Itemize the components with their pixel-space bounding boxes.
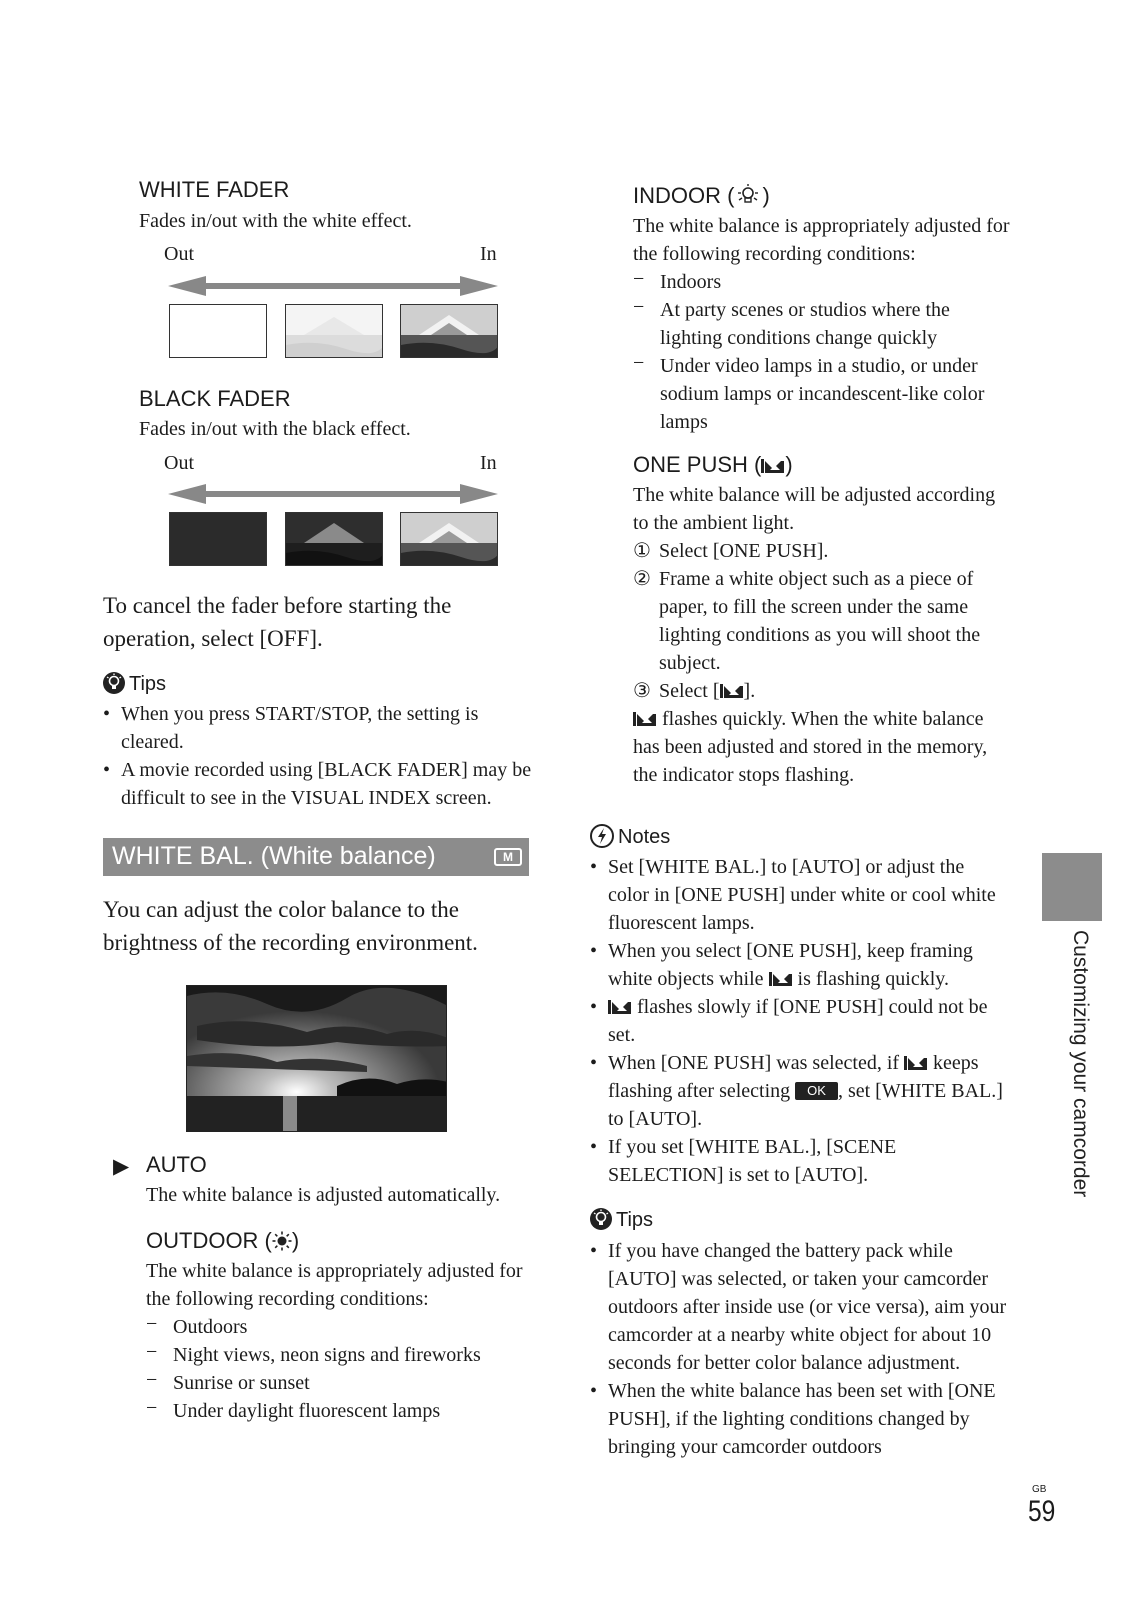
notes-heading bbox=[590, 824, 670, 849]
white-fader-frame-3 bbox=[400, 304, 498, 358]
list-item: − Sunrise or sunset bbox=[146, 1369, 526, 1397]
white-bal-section-bar bbox=[103, 838, 529, 876]
outdoor-title bbox=[146, 1228, 299, 1254]
outdoor-desc: The white balance is appropriately adjusted for the following recording conditions: bbox=[146, 1260, 523, 1310]
one-push-desc: The white balance will be adjusted according to the ambient light. bbox=[633, 484, 996, 534]
black-fader-out-label: Out bbox=[164, 452, 194, 474]
section-bar-title: WHITE BAL. (White balance) bbox=[112, 842, 436, 870]
white-fader-desc: Fades in/out with the white effect. bbox=[139, 210, 412, 232]
step-2-text: Frame a white object such as a piece of paper, to fill the screen under the same lighting conditions as you will shoot the subject. bbox=[659, 568, 981, 674]
right-tips-list bbox=[590, 1237, 1010, 1461]
one-push-wb-icon bbox=[720, 684, 744, 698]
indoor-title-prefix: INDOOR ( bbox=[633, 183, 735, 208]
list-item bbox=[590, 937, 1005, 993]
one-push-title bbox=[633, 452, 793, 478]
list-item: − Under daylight fluorescent lamps bbox=[146, 1397, 526, 1425]
black-fader-arrow bbox=[168, 484, 498, 504]
white-fader-out-label: Out bbox=[164, 243, 194, 265]
ok-button-icon: OK bbox=[795, 1082, 838, 1100]
white-fader-frame-2 bbox=[285, 304, 383, 358]
indoor-conditions-list bbox=[633, 268, 1013, 436]
left-tips-label: Tips bbox=[129, 673, 167, 695]
list-item: − Outdoors bbox=[146, 1313, 526, 1341]
white-fader-title: WHITE FADER bbox=[139, 177, 290, 202]
page-number: 59 bbox=[1028, 1495, 1056, 1528]
outdoor-title-suffix: ) bbox=[291, 1228, 300, 1253]
list-item: • When the white balance has been set with [ONE PUSH], if the lighting conditions changed by bringing your camcorder outdoors bbox=[590, 1377, 1010, 1461]
list-item: • A movie recorded using [BLACK FADER] may be difficult to see in the VISUAL INDEX screen. bbox=[103, 756, 538, 812]
right-tips-label: Tips bbox=[616, 1209, 654, 1231]
sunset-photo bbox=[186, 985, 447, 1132]
list-item bbox=[590, 1049, 1005, 1133]
list-item: • When you press START/STOP, the setting is cleared. bbox=[103, 700, 538, 756]
black-fader-title: BLACK FADER bbox=[139, 386, 291, 411]
one-push-after-text: flashes quickly. When the white balance has been adjusted and stored in the memory, the indicator stops flashing. bbox=[633, 708, 988, 786]
one-push-wb-icon bbox=[769, 972, 793, 986]
tips-icon bbox=[103, 672, 125, 694]
outdoor-conditions-list bbox=[146, 1313, 526, 1425]
side-tab-label: Customizing your camcorder bbox=[1069, 930, 1092, 1198]
one-push-wb-icon bbox=[761, 459, 785, 473]
one-push-wb-icon bbox=[904, 1056, 928, 1070]
step-3-suffix: ]. bbox=[743, 680, 756, 702]
indoor-title-suffix: ) bbox=[762, 183, 770, 208]
step-3-prefix: Select [ bbox=[659, 680, 720, 702]
one-push-step-1 bbox=[633, 537, 1013, 565]
list-item: − Under video lamps in a studio, or under sodium lamps or incandescent-like color lamps bbox=[633, 352, 1013, 436]
notes-icon bbox=[590, 824, 614, 848]
left-tips-heading bbox=[103, 672, 166, 696]
list-item: − Indoors bbox=[633, 268, 1013, 296]
list-item: • Set [WHITE BAL.] to [AUTO] or adjust the color in [ONE PUSH] under white or cool white fluorescent lamps. bbox=[590, 853, 1005, 937]
black-fader-frame-2 bbox=[285, 512, 383, 566]
indoor-title bbox=[633, 183, 770, 209]
white-fader-frame-1 bbox=[169, 304, 267, 358]
black-fader-in-label: In bbox=[480, 452, 497, 474]
notes-list bbox=[590, 853, 1005, 1189]
left-tips-list bbox=[103, 700, 538, 812]
bulb-icon bbox=[734, 184, 762, 206]
side-tab-marker bbox=[1042, 853, 1102, 921]
step-1-text: Select [ONE PUSH]. bbox=[659, 540, 829, 562]
auto-desc: The white balance is adjusted automatically. bbox=[146, 1184, 501, 1206]
list-item: • If you set [WHITE BAL.], [SCENE SELECTION] is set to [AUTO]. bbox=[590, 1133, 1005, 1189]
cancel-fader-text: To cancel the fader before starting the operation, select [OFF]. bbox=[103, 593, 452, 651]
white-fader-in-label: In bbox=[480, 243, 497, 265]
one-push-after bbox=[633, 705, 1013, 789]
note-3-text: flashes slowly if [ONE PUSH] could not be set. bbox=[608, 996, 988, 1046]
one-push-title-prefix: ONE PUSH ( bbox=[633, 452, 762, 477]
list-item: − Night views, neon signs and fireworks bbox=[146, 1341, 526, 1369]
sun-icon bbox=[272, 1231, 292, 1251]
note-4-text-b: keeps flashing after selecting bbox=[608, 1052, 979, 1102]
one-push-wb-icon bbox=[608, 1000, 632, 1014]
list-item: • If you have changed the battery pack while [AUTO] was selected, or taken your camcorder outdoors after inside use (or vice versa), aim your camcorder at a nearby white object for about 10 seconds for better color balance adjustment. bbox=[590, 1237, 1010, 1377]
one-push-step-2 bbox=[633, 565, 1013, 677]
note-4-text-a: When [ONE PUSH] was selected, if bbox=[608, 1052, 900, 1074]
one-push-wb-icon bbox=[633, 712, 657, 726]
region-code: GB bbox=[1032, 1484, 1047, 1495]
note-2-text-b: is flashing quickly. bbox=[797, 968, 949, 990]
step-3-number: ③ bbox=[633, 680, 651, 702]
note-2-text-a: When you select [ONE PUSH], keep framing white objects while bbox=[608, 940, 973, 990]
step-1-number: ① bbox=[633, 540, 651, 562]
outdoor-title-prefix: OUTDOOR ( bbox=[146, 1228, 272, 1253]
indoor-desc: The white balance is appropriately adjusted for the following recording conditions: bbox=[633, 215, 1010, 265]
white-bal-intro: You can adjust the color balance to the brightness of the recording environment. bbox=[103, 897, 478, 955]
step-2-number: ② bbox=[633, 568, 651, 590]
list-item: − At party scenes or studios where the lighting conditions change quickly bbox=[633, 296, 1013, 352]
list-item bbox=[590, 993, 1005, 1049]
auto-title: AUTO bbox=[146, 1152, 207, 1177]
tips-icon bbox=[590, 1208, 612, 1230]
camera-mode-letter: M bbox=[503, 850, 513, 864]
black-fader-desc: Fades in/out with the black effect. bbox=[139, 418, 411, 440]
black-fader-frame-3 bbox=[400, 512, 498, 566]
black-fader-frame-1 bbox=[169, 512, 267, 566]
auto-default-marker: ▶ bbox=[113, 1155, 130, 1178]
right-tips-heading bbox=[590, 1208, 653, 1232]
notes-label: Notes bbox=[618, 826, 671, 848]
one-push-title-suffix: ) bbox=[785, 452, 793, 477]
white-fader-arrow bbox=[168, 276, 498, 296]
camera-mode-icon bbox=[494, 848, 522, 866]
note-4-text-c: , set [WHITE BAL.] to [AUTO]. bbox=[608, 1080, 1003, 1130]
one-push-step-3 bbox=[633, 677, 1013, 705]
